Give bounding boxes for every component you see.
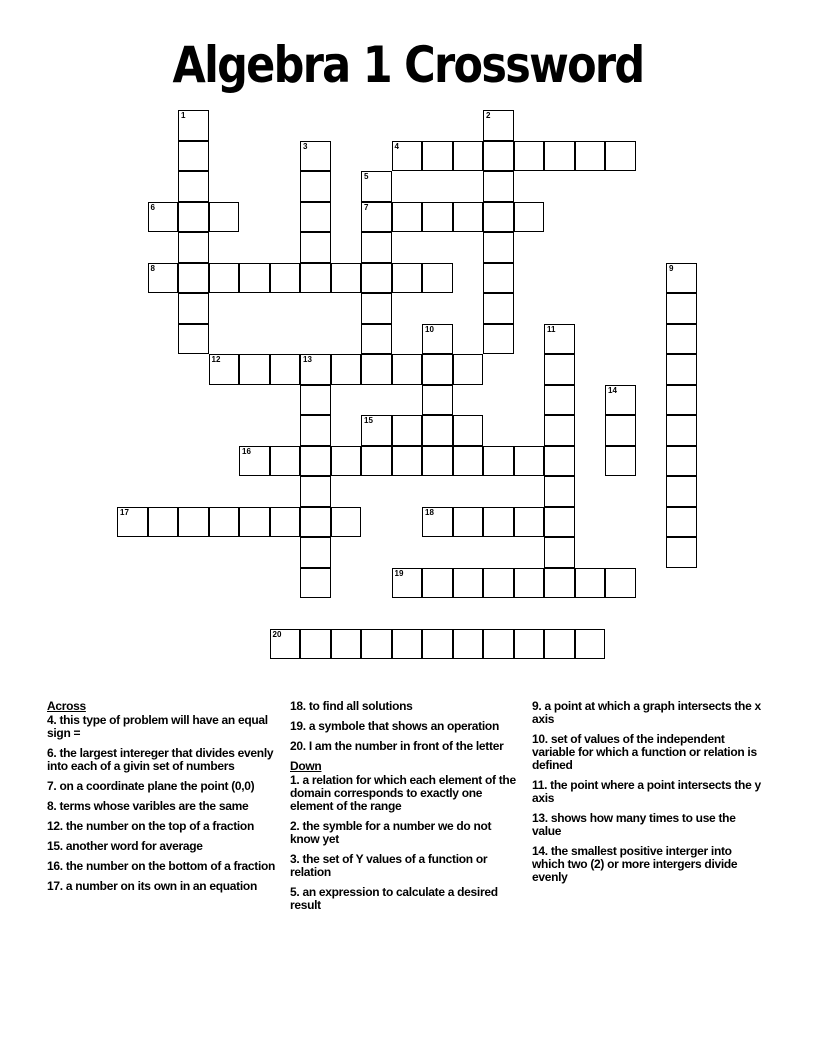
grid-cell[interactable] <box>361 446 392 477</box>
grid-cell[interactable] <box>300 629 331 660</box>
clue-number: 15 <box>364 416 373 425</box>
grid-cell[interactable] <box>422 507 453 538</box>
clue-item-text: the largest intereger that divides evenly into each of a givin set of numbers <box>47 746 274 773</box>
grid-cell[interactable] <box>422 263 453 294</box>
clue-item <box>290 720 520 733</box>
grid-cell[interactable] <box>422 202 453 233</box>
grid-cell[interactable] <box>575 568 606 599</box>
grid-cell[interactable] <box>422 385 453 416</box>
grid-cell[interactable] <box>361 202 392 233</box>
grid-cell[interactable] <box>300 354 331 385</box>
clue-number: 7 <box>364 202 369 212</box>
grid-cell[interactable] <box>544 324 575 355</box>
clue-number: 4 <box>394 141 399 151</box>
grid-cell[interactable] <box>666 537 697 568</box>
clue-item-number: 7. <box>47 779 57 793</box>
grid-cell[interactable] <box>483 141 514 172</box>
clue-number: 14 <box>608 385 617 395</box>
clue-number: 13 <box>303 355 312 364</box>
grid-cell[interactable] <box>666 446 697 477</box>
grid-cell[interactable] <box>544 141 575 172</box>
clue-item-text: a symbole that shows an operation <box>305 719 499 733</box>
clue-item-number: 16. <box>47 859 63 873</box>
grid-cell[interactable] <box>483 568 514 599</box>
clues-column-3 <box>532 700 762 891</box>
grid-cell[interactable] <box>148 263 179 294</box>
clue-item-text: the set of Y values of a function or relation <box>290 852 488 879</box>
grid-cell[interactable] <box>392 263 423 294</box>
grid-cell[interactable] <box>300 385 331 416</box>
grid-cell[interactable] <box>514 629 545 660</box>
clue-item <box>47 840 277 853</box>
clue-item-number: 1. <box>290 773 300 787</box>
clue-item <box>532 812 762 838</box>
grid-cell[interactable] <box>483 110 514 141</box>
grid-cell[interactable] <box>514 202 545 233</box>
grid-cell[interactable] <box>453 629 484 660</box>
clue-item-number: 8. <box>47 799 57 813</box>
clue-item-text: the symble for a number we do not know yet <box>290 819 492 846</box>
grid-cell[interactable] <box>331 507 362 538</box>
clue-item-text: the point where a point intersects the y axis <box>532 778 761 805</box>
grid-cell[interactable] <box>422 354 453 385</box>
grid-cell[interactable] <box>300 171 331 202</box>
clue-item <box>290 700 520 713</box>
grid-cell[interactable] <box>361 629 392 660</box>
grid-cell[interactable] <box>361 263 392 294</box>
grid-cell[interactable] <box>209 354 240 385</box>
grid-cell[interactable] <box>270 263 301 294</box>
clue-item <box>290 886 520 912</box>
grid-cell[interactable] <box>300 232 331 263</box>
grid-cell[interactable] <box>514 446 545 477</box>
grid-cell[interactable] <box>331 446 362 477</box>
grid-cell[interactable] <box>422 446 453 477</box>
clue-item-number: 15. <box>47 839 63 853</box>
clue-item-number: 12. <box>47 819 63 833</box>
clue-item-number: 13. <box>532 811 548 825</box>
clue-item <box>532 700 762 726</box>
grid-cell[interactable] <box>483 202 514 233</box>
grid-cell[interactable] <box>544 476 575 507</box>
clue-number: 8 <box>150 263 155 273</box>
grid-cell[interactable] <box>575 141 606 172</box>
clue-item-text: the number on the bottom of a fraction <box>62 859 276 873</box>
grid-cell[interactable] <box>300 263 331 294</box>
grid-cell[interactable] <box>300 446 331 477</box>
clue-item-text: an expression to calculate a desired result <box>290 885 498 912</box>
grid-cell[interactable] <box>392 446 423 477</box>
grid-cell[interactable] <box>544 537 575 568</box>
clue-item-number: 18. <box>290 699 306 713</box>
across-clue-list <box>47 714 277 893</box>
clue-number: 18 <box>425 507 434 517</box>
clue-item-number: 11. <box>532 778 548 792</box>
page-title: Algebra 1 Crossword <box>172 36 644 94</box>
grid-cell[interactable] <box>483 171 514 202</box>
grid-cell[interactable] <box>544 415 575 446</box>
grid-cell[interactable] <box>300 141 331 172</box>
across-heading: Across <box>47 699 86 713</box>
clue-item <box>532 779 762 805</box>
grid-cell[interactable] <box>178 141 209 172</box>
grid-cell[interactable] <box>605 446 636 477</box>
grid-cell[interactable] <box>178 293 209 324</box>
grid-cell[interactable] <box>666 354 697 385</box>
grid-cell[interactable] <box>239 354 270 385</box>
grid-cell[interactable] <box>666 324 697 355</box>
clue-number: 19 <box>394 568 404 578</box>
grid-cell[interactable] <box>300 202 331 233</box>
clue-item-text: set of values of the independent variable for which a function or relation is defined <box>532 732 757 772</box>
clue-number: 16 <box>242 446 251 456</box>
clue-item-number: 6. <box>47 746 57 760</box>
grid-cell[interactable] <box>392 415 423 446</box>
clue-item-text: a number on its own in an equation <box>62 879 257 893</box>
grid-cell[interactable] <box>666 476 697 507</box>
clue-item-number: 20. <box>290 739 306 753</box>
grid-cell[interactable] <box>392 354 423 385</box>
down-heading: Down <box>290 759 322 773</box>
clue-item-number: 5. <box>290 885 300 899</box>
clue-item-number: 14. <box>532 844 548 858</box>
grid-cell[interactable] <box>270 446 301 477</box>
grid-cell[interactable] <box>239 507 270 538</box>
grid-cell[interactable] <box>209 507 240 538</box>
across-clue-list-continued <box>290 700 520 753</box>
clue-item-number: 3. <box>290 852 300 866</box>
grid-cell[interactable] <box>300 507 331 538</box>
grid-cell[interactable] <box>605 568 636 599</box>
grid-cell[interactable] <box>239 446 270 477</box>
grid-cell[interactable] <box>178 263 209 294</box>
clue-number: 12 <box>211 355 221 364</box>
grid-cell[interactable] <box>483 446 514 477</box>
grid-cell[interactable] <box>453 568 484 599</box>
clue-item-text: shows how many times to use the value <box>532 811 736 838</box>
grid-cell[interactable] <box>514 141 545 172</box>
grid-cell[interactable] <box>178 110 209 141</box>
grid-cell[interactable] <box>422 141 453 172</box>
grid-cell[interactable] <box>453 415 484 446</box>
clue-number: 17 <box>120 507 129 517</box>
clue-item-text: a relation for which each element of the domain corresponds to exactly one element of the range <box>290 773 516 813</box>
grid-cell[interactable] <box>178 324 209 355</box>
clue-number: 6 <box>150 202 155 212</box>
clues-column-1 <box>47 700 277 900</box>
grid-cell[interactable] <box>544 385 575 416</box>
clue-item <box>47 780 277 793</box>
grid-cell[interactable] <box>666 415 697 446</box>
grid-cell[interactable] <box>209 263 240 294</box>
grid-cell[interactable] <box>575 629 606 660</box>
grid-cell[interactable] <box>666 385 697 416</box>
grid-cell[interactable] <box>666 507 697 538</box>
grid-cell[interactable] <box>178 171 209 202</box>
clue-item <box>47 800 277 813</box>
clue-number: 20 <box>272 629 282 639</box>
clue-item-text: this type of problem will have an equal sign = <box>47 713 268 740</box>
grid-cell[interactable] <box>422 568 453 599</box>
clue-number: 3 <box>303 141 308 151</box>
clue-item-text: I am the number in front of the letter <box>305 739 504 753</box>
grid-cell[interactable] <box>331 354 362 385</box>
grid-cell[interactable] <box>209 202 240 233</box>
down-clue-list <box>290 774 520 912</box>
clue-number: 2 <box>486 111 491 120</box>
clue-number: 1 <box>181 111 186 120</box>
grid-cell[interactable] <box>544 446 575 477</box>
clue-item-text: the number on the top of a fraction <box>62 819 254 833</box>
grid-cell[interactable] <box>300 415 331 446</box>
grid-cell[interactable] <box>148 202 179 233</box>
grid-cell[interactable] <box>514 568 545 599</box>
grid-cell[interactable] <box>270 507 301 538</box>
clue-item <box>290 740 520 753</box>
grid-cell[interactable] <box>544 354 575 385</box>
clue-item <box>290 774 520 813</box>
clue-item <box>290 853 520 879</box>
clue-item-text: the smallest positive interger into which two (2) or more intergers divide evenly <box>532 844 738 884</box>
grid-cell[interactable] <box>544 507 575 538</box>
grid-cell[interactable] <box>178 232 209 263</box>
grid-cell[interactable] <box>483 263 514 294</box>
grid-cell[interactable] <box>239 263 270 294</box>
grid-cell[interactable] <box>483 629 514 660</box>
grid-cell[interactable] <box>361 324 392 355</box>
down-clue-list-continued <box>532 700 762 884</box>
clue-item-number: 10. <box>532 732 548 746</box>
grid-cell[interactable] <box>361 171 392 202</box>
grid-cell[interactable] <box>453 446 484 477</box>
grid-cell[interactable] <box>361 293 392 324</box>
grid-cell[interactable] <box>544 568 575 599</box>
clue-item <box>532 733 762 772</box>
grid-cell[interactable] <box>392 568 423 599</box>
grid-cell[interactable] <box>331 629 362 660</box>
grid-cell[interactable] <box>300 568 331 599</box>
grid-cell[interactable] <box>361 415 392 446</box>
clues-column-2 <box>290 700 520 919</box>
grid-cell[interactable] <box>453 202 484 233</box>
clue-item-number: 4. <box>47 713 57 727</box>
clue-number: 10 <box>425 324 434 334</box>
clue-item-text: another word for average <box>62 839 203 853</box>
clue-item <box>532 845 762 884</box>
clue-item <box>290 820 520 846</box>
clue-item-number: 19. <box>290 719 306 733</box>
grid-cell[interactable] <box>178 202 209 233</box>
grid-cell[interactable] <box>453 141 484 172</box>
grid-cell[interactable] <box>666 293 697 324</box>
grid-cell[interactable] <box>392 629 423 660</box>
clue-number: 11 <box>547 324 556 334</box>
clue-item-number: 2. <box>290 819 300 833</box>
grid-cell[interactable] <box>605 385 636 416</box>
grid-cell[interactable] <box>666 263 697 294</box>
grid-cell[interactable] <box>300 476 331 507</box>
clue-item-text: to find all solutions <box>305 699 413 713</box>
clue-item-text: terms whose varibles are the same <box>56 799 249 813</box>
grid-cell[interactable] <box>453 507 484 538</box>
clue-item <box>47 860 277 873</box>
grid-cell[interactable] <box>422 415 453 446</box>
clue-item <box>47 820 277 833</box>
grid-cell[interactable] <box>514 507 545 538</box>
grid-cell[interactable] <box>392 202 423 233</box>
grid-cell[interactable] <box>483 324 514 355</box>
clue-number: 5 <box>364 172 369 181</box>
grid-cell[interactable] <box>148 507 179 538</box>
grid-cell[interactable] <box>270 629 301 660</box>
grid-cell[interactable] <box>331 263 362 294</box>
grid-cell[interactable] <box>605 415 636 446</box>
grid-cell[interactable] <box>361 354 392 385</box>
clue-item <box>47 880 277 893</box>
clue-item-text: on a coordinate plane the point (0,0) <box>56 779 255 793</box>
grid-cell[interactable] <box>117 507 148 538</box>
clue-item-number: 17. <box>47 879 63 893</box>
grid-cell[interactable] <box>422 629 453 660</box>
grid-cell[interactable] <box>544 629 575 660</box>
grid-cell[interactable] <box>270 354 301 385</box>
grid-cell[interactable] <box>605 141 636 172</box>
grid-cell[interactable] <box>178 507 209 538</box>
grid-cell[interactable] <box>453 354 484 385</box>
clue-item-number: 9. <box>532 699 542 713</box>
clue-item-text: a point at which a graph intersects the x axis <box>532 699 761 726</box>
grid-cell[interactable] <box>392 141 423 172</box>
clue-item <box>47 747 277 773</box>
grid-cell[interactable] <box>361 232 392 263</box>
grid-cell[interactable] <box>483 507 514 538</box>
clue-number: 9 <box>669 263 674 273</box>
clue-item <box>47 714 277 740</box>
grid-cell[interactable] <box>483 232 514 263</box>
grid-cell[interactable] <box>300 537 331 568</box>
grid-cell[interactable] <box>483 293 514 324</box>
grid-cell[interactable] <box>422 324 453 355</box>
